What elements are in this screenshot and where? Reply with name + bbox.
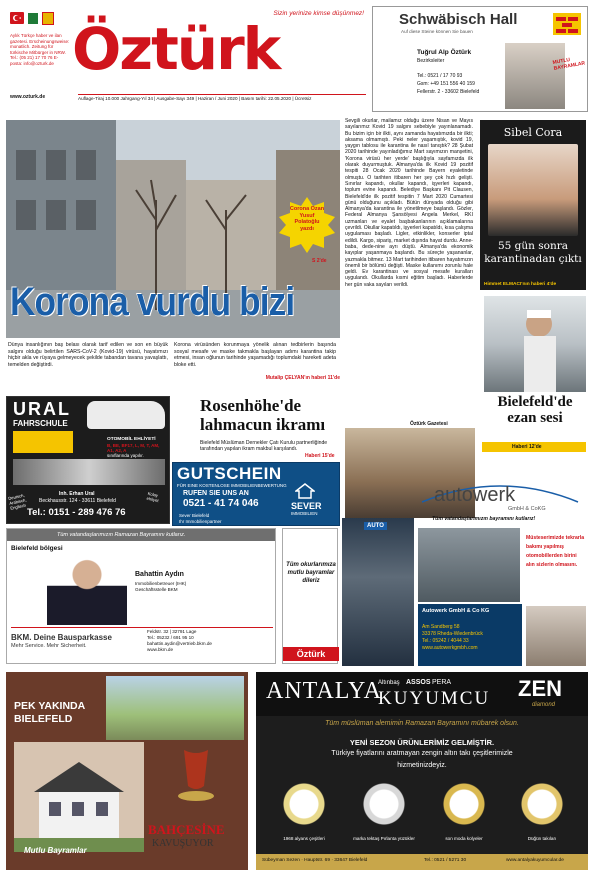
product-necklace [436,780,492,828]
sibel-photo [488,144,578,236]
autowerk-info [418,604,522,666]
product-ring-2 [356,780,412,828]
fahrschule-promo3: sınıflarında yapılır. [107,453,144,458]
autowerk-badge: AUTO [364,522,387,530]
fahrschule-car-row [13,459,165,485]
antalya-kuyumcu: KUYUMCU [378,688,491,709]
pek-brand1: BAHÇESİNE [148,822,225,837]
nrw-crest-icon [27,12,39,25]
antalya-ad[interactable] [256,672,588,870]
website[interactable]: www.ozturk.de [10,94,46,100]
bank-tagline: Auf diese Steine können Sie bauen [401,29,473,34]
pek-headline: PEK YAKINDA BIELEFELD [14,700,85,725]
tea-glass-icon [176,746,216,806]
bkm-ramazan-bar [7,529,275,541]
bkm-web[interactable]: www.bkm.de [147,647,174,652]
brick-logo-icon [553,13,581,35]
fahrschule-yellow-bar [13,431,73,453]
sibel-headline: 55 gün sonra karantinadan çıktı [484,240,582,265]
ezan-headline: Bielefeld'de ezan sesi [497,394,573,426]
fahrschule-side2: Kolay ehliyet [146,490,160,504]
bkm-title2: Geschäftsstelle BKM [135,587,178,592]
autowerk-promo: Müsteserimizde tekrarla bakımı yapılmış otomobillerden birini alın sizlerin olmasını. [526,535,585,568]
fahrschule-promo: OTOMOBİL EHLİYETİ [107,437,156,442]
autowerk-photo-col [342,518,414,666]
badge-ref: S 2'de [312,258,327,264]
rosen-credit: Haberi 15'de [305,453,335,459]
gutschein-call: RUFEN SIE UNS AN [183,490,249,497]
autowerk-city: 33378 Rheda-Wiedenbrück [422,631,483,637]
autowerk-brand: autowerk [434,484,516,506]
autowerk-greeting: Tüm vatandaşlarımızın bayramını kutlarız! [432,516,536,522]
agent-gsm: Gsm: +49 151 556 40 159 [417,81,475,87]
antalya-zen-sub: diamond [532,702,556,708]
issue-line: Auflage-Tiraj 10.000 Jahrgang-Yıl 34 | Ausgabe-Sayı 349 | Haziran / Juni 2020 | Basım tarihi: 22.05.2020 | Ücretsiz [78,94,366,101]
ad-slogan: MUTLU BAYRAMLAR [552,57,586,72]
gutschein-small: Sever Bielefeld [179,513,210,518]
agent-tel: Tel.: 0521 / 17 70 93 [417,73,463,79]
bkm-addr: Feldstr. 32 | 32791 Lage [147,629,197,634]
fahrschule-title: URAL [13,399,71,419]
rosen-headline: Rosenhöhe'de lahmacun ikramı [200,396,326,434]
antalya-turkiye: Türkiye fiyatlarını aratmayan zengin altın takı çeşitlerimizle [331,750,513,757]
autowerk-logo-box[interactable] [418,474,586,526]
bkm-red-rule [11,627,273,628]
pek-garden-photo [106,676,244,740]
product-ring-1 [276,780,332,828]
antalya-title: ANTALYA [266,678,382,704]
antalya-greeting: Tüm müslüman alemimin Ramazan Bayramını mübarek olsun. [325,720,519,727]
bkm-region: Bielefeld bölgesi [11,545,63,552]
turkey-flag-icon [10,12,24,24]
main-story-col1: Dünya insanlığının baş belası olarak tarif edilen ve son en büyük salgını olduğu belirtilen SARS-CoV-2 (Kovid-19) virüsü, hayatımızı hiçbir akla ve rüyaya gelmeyecek şekilde tabandan tavana yavaşlattı, temelden değiştirdi. [8,342,168,368]
pek-house-photo [14,742,144,852]
ezan-photo [484,296,586,392]
rosen-text: Bielefeld Müslüman Dernekler Çatı Kurulu partnerliğinde tarafından yapılan ikram makbul karşılandı. [200,440,328,453]
autowerk-tel: Tel.: 05242 / 4044 33 [422,638,469,644]
ezan-credit-bar [482,442,586,452]
bkm-ad[interactable] [6,528,276,664]
schwaebisch-hall-ad[interactable] [372,6,588,112]
ozturk-mini-logo: Öztürk [283,647,339,661]
autowerk-street: Am Sandberg 58 [422,624,460,630]
bkm-mail[interactable]: bahattin.aydin@vertrieb.bkm.de [147,641,212,646]
house-icon [295,483,315,499]
product-label-3: son moda kolyeler [445,836,483,841]
fahrschule-addr: Beckhausstr. 124 - 33611 Bielefeld [39,498,116,504]
ozturk-mini-text: Tüm okurlarımıza mutlu bayramlar dileriz [286,562,336,584]
fahrschule-ad[interactable] [6,396,170,524]
agent-addr: Fellerstr. 2 - 33602 Bielefeld [417,89,480,95]
antalya-footer-tel: Tel.: 0521 / 5271 30 [424,858,467,863]
pek-ad[interactable] [6,672,248,870]
autowerk-company: Autowerk GmbH & Co KG [422,608,490,614]
masthead [6,6,364,104]
main-story-sign: Öztürk Gazetesi [410,421,448,427]
antalya-sub3: PERA [432,679,452,686]
gutschein-brand: SEVER [291,501,322,511]
fahrschule-tel: Tel.: 0151 - 289 476 76 [27,507,126,518]
gutschein-small2: Ihr Immobilienpartner [179,519,222,524]
bkm-name: Bahattin Aydın [135,571,184,578]
fahrschule-car [87,401,165,429]
slogan: Sizin yerinize kimse düşünmez! [273,10,364,17]
bkm-logo: BKM. Deine Bausparkasse [11,633,112,642]
autowerk-people-photo [526,606,586,666]
corona-badge [278,196,336,254]
fahrschule-sub: FAHRSCHULE [13,419,68,428]
agent-name: Tuğrul Alp Öztürk [417,49,472,56]
logo: Öztürk [72,15,280,83]
masthead-blurb: Aylık Türkçe haber ve ilan gazetesi. Erscheinungsweise: monatlich. Zeitung für türkische Mitbürger in NRW. Tel.: (05 21) 17 70 76 E-posta: info@ozturk.de [10,33,70,66]
bkm-photo [47,553,127,625]
antalya-yeni: YENİ SEZON ÜRÜNLERİMİZ GELMİŞTİR. [349,738,495,747]
sibel-box [480,120,586,290]
product-wedding [514,780,570,828]
bielefeld-crest-icon [42,12,54,25]
sibel-name: Sibel Cora [503,126,563,139]
product-label-1: 1968 alyans çeşitleri [283,836,325,841]
bkm-ramazan: Tüm vatandaşlarımızın Ramazan Bayramını kutlarız. [57,532,186,538]
gutschein-ad[interactable] [172,462,340,526]
autowerk-web[interactable]: www.autowerkgmbh.com [422,645,478,651]
fahrschule-promo2: B, BE, BF17, L, M, T, AM, A1, A2, A [107,443,160,453]
gutschein-title: GUTSCHEIN [177,464,282,483]
product-label-2: marka tektaş Pırlanta yüzükler [353,836,415,841]
antalya-sub2: ASSOS [406,679,431,686]
main-story-col2: Korona virüsünden korunmaya yönelik alınan tedbirlerin başında sosyal mesafe ve maske takmakla başlayan adımı karantina takip etmesi, insan oğlunun tarihinde yaşamadığı toplumdaki hareketi adeta bloke etti. [174,342,336,368]
bkm-title: Immobilienbetreuer (IHK) [135,581,187,586]
autowerk-car-photo [418,528,520,602]
antalya-sub1: Altınbaş [378,680,400,686]
agent-role: Bezirksleiter [417,58,445,64]
bkm-tagline: Mehr Service. Mehr Sicherheit. [11,643,87,649]
gutschein-phone[interactable]: 0521 - 41 74 046 [183,498,259,509]
gutschein-sub: FÜR EINE KOSTENLOSE IMMOBILIENBEWERTUNG [177,483,287,488]
gutschein-brand-sub: IMMOBILIEN [291,511,318,516]
pek-brand2: KAVUŞUYOR [152,838,214,849]
main-story-right-col: Sevgili okurlar, mailamız olduğu üzere Nisan ve Mayıs sayılarımız Kovid 19 salgını sebebiyle yayınlanamadı. Bu bizim için bir ilkti, aynı zamanda hayatımızda bir ilkti; aksama olmamıştı. Peki neler yaşamıştık, kovid 19, yaygın tablosu ile karantina ile nasıl tanıştık? 28 Şubat 2020 tarihinde yayınladığımız Mart sayımızın manşetini, 'Korona virüsü her yerde' başlığıyla sayfamızda ilk olarak duyurmuştuk. Almanya'da ilk Kovid 19 pozitif tespiti 28 Ocak 2020 tarihinde Bayern eyaletinde olmuştu. O tarihten itibaren her şey çok hızlı gelişti. Sınırlar kapandı, okullar kapandı, işyerleri kapandı, toplum evine kapandı. Belediye Başkanı Pit Clausen, Bielefeld'de ilk pozitif tespitin 7 Mart 2020 Cumartesi günü olduğunu açıkladı. Bütün dünyada olduğu gibi Almanya'da karantina ile yönetilmeye başlandı. Gözler, Federal Almanya Şansölyesi Angela Merkel, RKI uzmanları ve eyalet başbakanlarının açıklamalarına çevrildi. Okullar kapatıldı, işyerleri kapatıldı, kısa çalışma uygulaması başladı. Ligler, etkinlikler, konserler iptal edildi. Kargo, sipariş, market dışında hayat durdu. Anne-baba, dede-nine ayrı düştü. Almanya'da ekonomik kayıplar yaşanmaya başlandı. Bu süreçte yaşananlar, yazmakla bitmez. 13 Mart tarihinden itibaren hayatımızın önemli bir bölümü değişti. Maske kullanımı zorunlu hale geldi. Ev karantinası ve sosyal mesafe kuralları uygulandı. Okullarda kısmi eğitim başladı. Haberlerde her gün vaka sayıları verildi. [345,118,473,288]
antalya-zen: ZEN [518,676,562,701]
antalya-footer-addr: Sübeyman Sezen · Hauptstr. 69 · 33647 Bielefeld [262,858,368,863]
product-label-4: Düğün takıları [527,836,557,841]
bank-name: Schwäbisch Hall [399,11,518,28]
antalya-hizmet: hizmetinizdeyiz. [397,762,447,769]
ozturk-mini-ad [282,528,338,664]
ezan-credit: Haberi 12'de [512,444,542,450]
fahrschule-owner: Inh. Erhan Ural [59,491,95,497]
sibel-credit: Himmet ELMACI'nın haberi 4'de [484,282,557,287]
agent-photo [505,43,565,109]
antalya-footer-web[interactable]: www.antalyakuyumcular.de [506,858,564,863]
pek-bayram: Mutlu Bayramlar [24,846,87,855]
main-headline: Korona vurdu bizi [10,280,295,324]
fahrschule-side: Deutsch, Arabisch, Englisch [7,492,27,511]
badge-text: Corona Ozan Yusuf Polatoğlu yazdı [289,206,325,232]
bkm-tel: Tel.: 05232 / 691 95 10 [147,635,194,640]
main-story-credit: Mutalip ÇELYAN'ın haberi 11'de [265,375,340,381]
autowerk-brand-sub: GmbH & CoKG [508,506,546,512]
antalya-footer [256,854,588,870]
